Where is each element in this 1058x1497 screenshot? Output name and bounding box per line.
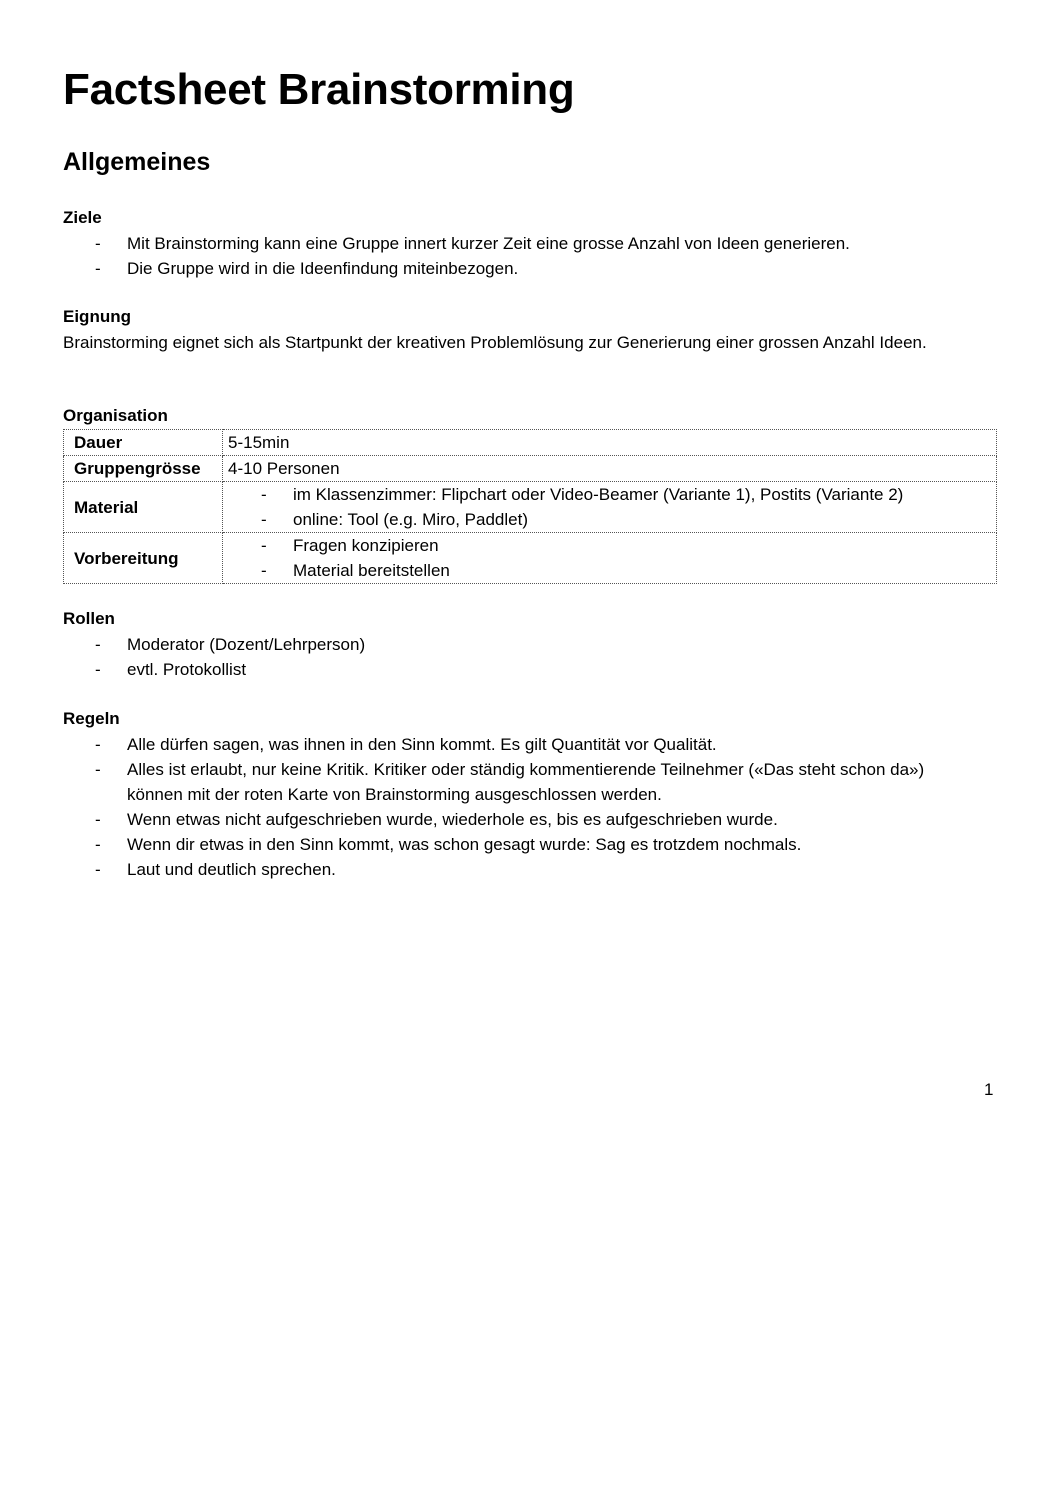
list-item-text: Die Gruppe wird in die Ideenfindung miteinbezogen.	[127, 259, 519, 278]
list-item-text: Wenn dir etwas in den Sinn kommt, was schon gesagt wurde: Sag es trotzdem nochmals.	[127, 835, 802, 854]
list-item-text: Mit Brainstorming kann eine Gruppe innert kurzer Zeit eine grosse Anzahl von Ideen generieren.	[127, 234, 850, 253]
list-marker: -	[261, 485, 267, 504]
list-item-text: Alles ist erlaubt, nur keine Kritik. Kritiker oder ständig kommentierende Teilnehmer («Das steht schon da») können mit der roten Karte von Brainstorming ausgeschlossen werden.	[127, 760, 925, 804]
table-row	[64, 430, 997, 456]
list-marker: -	[95, 660, 101, 679]
list-item	[63, 632, 983, 657]
list-item	[63, 231, 983, 256]
section-heading-allgemeines: Allgemeines	[63, 148, 211, 176]
row-label: Material	[64, 482, 223, 533]
row-value: 5-15min	[223, 430, 997, 456]
row-label: Dauer	[64, 430, 223, 456]
row-value: 4-10 Personen	[223, 456, 997, 482]
ziele-list	[63, 231, 983, 281]
heading-regeln: Regeln	[63, 709, 120, 728]
row-value	[223, 533, 997, 584]
list-item-text: im Klassenzimmer: Flipchart oder Video-Beamer (Variante 1), Postits (Variante 2)	[293, 485, 904, 504]
list-item	[63, 256, 983, 281]
list-item-text: Material bereitstellen	[293, 561, 450, 580]
vorbereitung-list	[228, 533, 991, 583]
heading-eignung: Eignung	[63, 307, 131, 326]
table-row	[64, 482, 997, 533]
list-marker: -	[261, 536, 267, 555]
list-item	[228, 533, 991, 558]
list-marker: -	[95, 234, 101, 253]
document-title: Factsheet Brainstorming	[63, 65, 575, 114]
list-item	[63, 807, 978, 832]
list-item	[63, 657, 983, 682]
material-list	[228, 482, 991, 532]
list-item-text: online: Tool (e.g. Miro, Paddlet)	[293, 510, 528, 529]
list-item	[228, 507, 991, 532]
row-label: Gruppengrösse	[64, 456, 223, 482]
heading-rollen: Rollen	[63, 609, 115, 628]
list-item-text: Wenn etwas nicht aufgeschrieben wurde, wiederhole es, bis es aufgeschrieben wurde.	[127, 810, 778, 829]
heading-ziele: Ziele	[63, 208, 102, 227]
regeln-list	[63, 732, 978, 882]
rollen-list	[63, 632, 983, 682]
row-value	[223, 482, 997, 533]
table-row	[64, 456, 997, 482]
list-marker: -	[261, 561, 267, 580]
list-marker: -	[261, 510, 267, 529]
heading-organisation: Organisation	[63, 406, 168, 425]
list-item	[63, 857, 978, 882]
list-item-text: Fragen konzipieren	[293, 536, 439, 555]
list-item	[63, 757, 978, 807]
row-label: Vorbereitung	[64, 533, 223, 584]
eignung-text: Brainstorming eignet sich als Startpunkt der kreativen Problemlösung zur Generierung einer grossen Anzahl Ideen.	[63, 333, 927, 352]
list-marker: -	[95, 835, 101, 854]
list-marker: -	[95, 735, 101, 754]
page-number: 1	[984, 1080, 994, 1099]
list-marker: -	[95, 635, 101, 654]
list-item-text: Laut und deutlich sprechen.	[127, 860, 336, 879]
list-item	[63, 732, 978, 757]
table-row	[64, 533, 997, 584]
list-item-text: evtl. Protokollist	[127, 660, 247, 679]
list-item-text: Alle dürfen sagen, was ihnen in den Sinn kommt. Es gilt Quantität vor Qualität.	[127, 735, 717, 754]
list-item-text: Moderator (Dozent/Lehrperson)	[127, 635, 366, 654]
list-item	[63, 832, 978, 857]
list-marker: -	[95, 760, 101, 779]
list-marker: -	[95, 810, 101, 829]
list-marker: -	[95, 259, 101, 278]
list-item	[228, 558, 991, 583]
list-item	[228, 482, 991, 507]
organisation-table	[63, 429, 997, 584]
list-marker: -	[95, 860, 101, 879]
